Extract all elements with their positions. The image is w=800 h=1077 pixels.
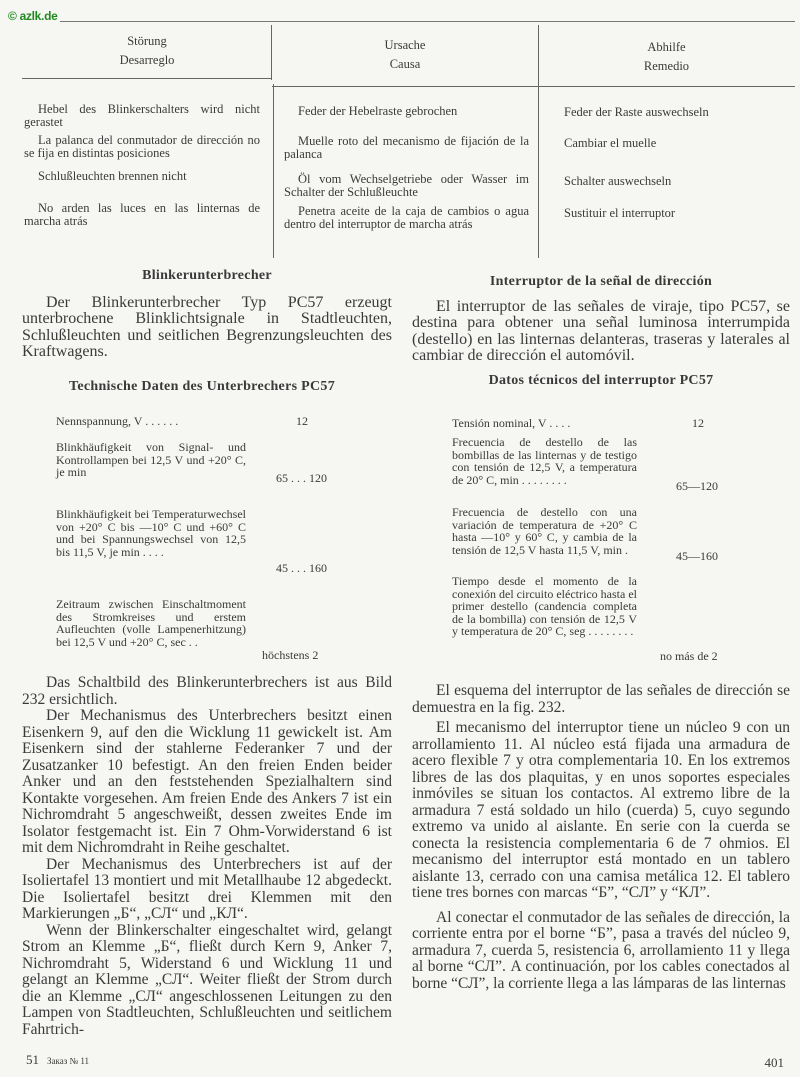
table-cell: Schlußleuchten brennen nicht [38,169,187,183]
watermark: © azlk.de [8,9,58,23]
spec-value: höchstens 2 [262,648,319,662]
right-column-intro [412,274,790,389]
spec-value: 65—120 [676,479,718,493]
table-cell: Feder der Hebelraste gebrochen [298,104,458,118]
table-cell: Penetra aceite de la caja de cambios o agua dentro del interruptor de marcha atrás [284,204,529,231]
header-ursache [272,36,538,74]
spec-label: Frecuencia de destello de las bombillas de las linternas y de testigo con tensión de 12,5 V, a temperatura de 20° C, min . . . . . . . . [452,435,637,487]
left-column-intro [22,268,392,394]
body-paragraph: Al conectar el conmutador de las señales de dirección, la corriente entra por el borne “Б”, pasa a través del núcleo 9, armadura 7, cuerda 5, resistencia 6, arrollamiento 11 y llega al borne “СЛ”. A continuación, por los cables conectados al borne “СЛ”, la corriente llega a las lámparas de las linternas [412,908,790,992]
spec-value: 45—160 [676,549,718,563]
table-cell: Muelle roto del mecanismo de fijación de la palanca [284,134,529,161]
left-column-body [22,675,392,1038]
page-signature: 51 [26,1052,39,1067]
order-note: Заказ № 11 [47,1056,90,1066]
body-paragraph: Der Mechanismus des Unterbrechers ist auf der Isoliertafel 13 montiert und mit Metallhaube 12 abgedeckt. Die Isoliertafel besitzt drei Klemmen mit den Markierungen „Б“, „СЛ“ und „КЛ“. [22,855,392,922]
table-cell: Feder der Raste auswechseln [564,105,709,119]
spec-title: Datos técnicos del interruptor PC57 [488,372,714,388]
page-number: 401 [764,1055,784,1070]
right-column-body [412,683,790,992]
spec-value: no más de 2 [660,649,718,663]
header-abhilfe [538,38,795,76]
footer-right [765,1055,785,1071]
spec-label: Blinkhäufigkeit bei Temperaturwechsel von +20° C bis —10° C und +60° C und bei Spannungswechsel von 12,5 bis 11,5 V, je min . . . . [56,507,246,559]
footer-left [26,1052,89,1068]
body-paragraph: El esquema del interruptor de las señales de dirección se demuestra en la fig. 232. [412,682,790,716]
spec-value: 65 . . . 120 [276,471,327,485]
header-de: Störung [127,34,167,48]
table-cell: Öl vom Wechselgetriebe oder Wasser im Schalter der Schlußleuchte [284,172,529,199]
body-paragraph: Das Schaltbild des Blinkerunterbrechers ist aus Bild 232 ersichtlich. [22,674,392,708]
header-de: Ursache [384,38,426,52]
spec-value: 12 [296,414,308,428]
table-cell: Hebel des Blinkerschalters wird nicht gerastet [24,102,260,129]
row-divider-1 [273,84,274,258]
table-cell: Cambiar el muelle [564,136,657,150]
spec-label: Tensión nominal, V . . . . [452,416,571,430]
body-paragraph: El mecanismo del interruptor tiene un núcleo 9 con un arrollamiento 11. Al núcleo está fijada una armadura de acero flexible 7 y otra complementaria 10. En los extremos libres de las dos plaquitas, y en unos soportes especiales inmóviles se situan los contactos. Al extremo libre de la armadura 7 está soldado un hilo (cuerda) 5, cuyo segundo extremo va unido al aislante. En serie con la cuerda se conecta la resistencia complementaria 6 de 7 ohmios. El mecanismo del interruptor está montado en un tablero aislante 13, cerrado con una camisa metálica 12. El tablero tiene tres bornes con marcas “Б”, “СЛ” y “КЛ”. [412,719,790,901]
intro-paragraph: El interruptor de las señales de viraje, tipo PC57, se destina para obtener una señal luminosa interrumpida (destello) en las linternas delanteras, traseras y laterales al cambiar de dirección el automóvil. [412,297,790,364]
header-es: Remedio [643,59,690,73]
header-stoerung [22,32,272,70]
section-heading: Interruptor de la señal de dirección [489,274,713,289]
header-es: Causa [389,57,421,71]
table-cell: La palanca del conmutador de dirección no se fija en distintas posiciones [24,133,260,160]
section-heading: Blinkerunterbrecher [142,268,272,283]
header-de: Abhilfe [647,40,686,54]
spec-label: Nennspannung, V . . . . . . [56,414,179,428]
table-cell: Sustituir el interruptor [564,206,676,220]
table-cell: No arden las luces en las linternas de marcha atrás [24,201,260,228]
spec-label: Tiempo desde el momento de la conexión del circuito eléctrico hasta el primer destello (candencia completa de la bombilla) con tensión de 12,5 V y temperatura de 20° C, seg . . . . . . . . [452,574,637,638]
spec-value: 12 [692,416,704,430]
header-es: Desarreglo [119,53,175,67]
spec-label: Zeitraum zwischen Einschaltmoment des Stromkreises und erstem Aufleuchten (volle Lampenerhitzung) bei 12,5 V und +20° C, sec . . [56,597,246,649]
header-rule-right [272,86,795,87]
troubleshooting-table [22,22,795,260]
spec-value: 45 . . . 160 [276,561,327,575]
table-cell: Schalter auswechseln [564,174,672,188]
spec-label: Blinkhäufigkeit von Signal- und Kontrollampen bei 12,5 V und +20° C, je min [56,440,246,479]
spec-label: Frecuencia de destello con una variación de temperatura de +20° C hasta —10° y 60° C, y cambia de la tensión de 12,5 V hasta 11,5 V, min . [452,505,637,557]
header-rule-left [22,78,272,79]
intro-paragraph: Der Blinkerunterbrecher Typ PC57 erzeugt unterbrochene Blinklichtsignale in Stadtleuchten, Schlußleuchten und seitlichen Begrenzungsleuchten des Kraftwagens. [22,293,392,360]
spec-title: Technische Daten des Unterbrechers PC57 [68,378,335,394]
body-paragraph: Der Mechanismus des Unterbrechers besitzt einen Eisenkern 9, auf den die Wicklung 11 gewickelt ist. Am Eisenkern sind der stahlerne Federanker 7 und der Zusatzanker 10 befestigt. An den freien Enden beider Anker und an den feststehenden Spezialhaltern sind Kontakte vorgesehen. Am freien Ende des Ankers 7 ist ein Nichromdraht 5 angeschweißt, dessen zweites Ende im Isolator festgemacht ist. Ein 7 Ohm-Vorwiderstand 6 ist mit dem Nichromdraht in Reihe geschaltet. [22,707,392,856]
body-paragraph: Wenn der Blinkerschalter eingeschaltet wird, gelangt Strom an Klemme „Б“, fließt durch Kern 9, Anker 7, Nichromdraht 5, Widerstand 6 und Wicklung 11 und gelangt an Klemme „СЛ“. Weiter fließt der Strom durch die an Klemme „СЛ“ angeschlossenen Leitungen zu den Lampen von Stadtleuchten, Schlußleuchten und seitlichem Fahrtrich- [22,921,392,1038]
